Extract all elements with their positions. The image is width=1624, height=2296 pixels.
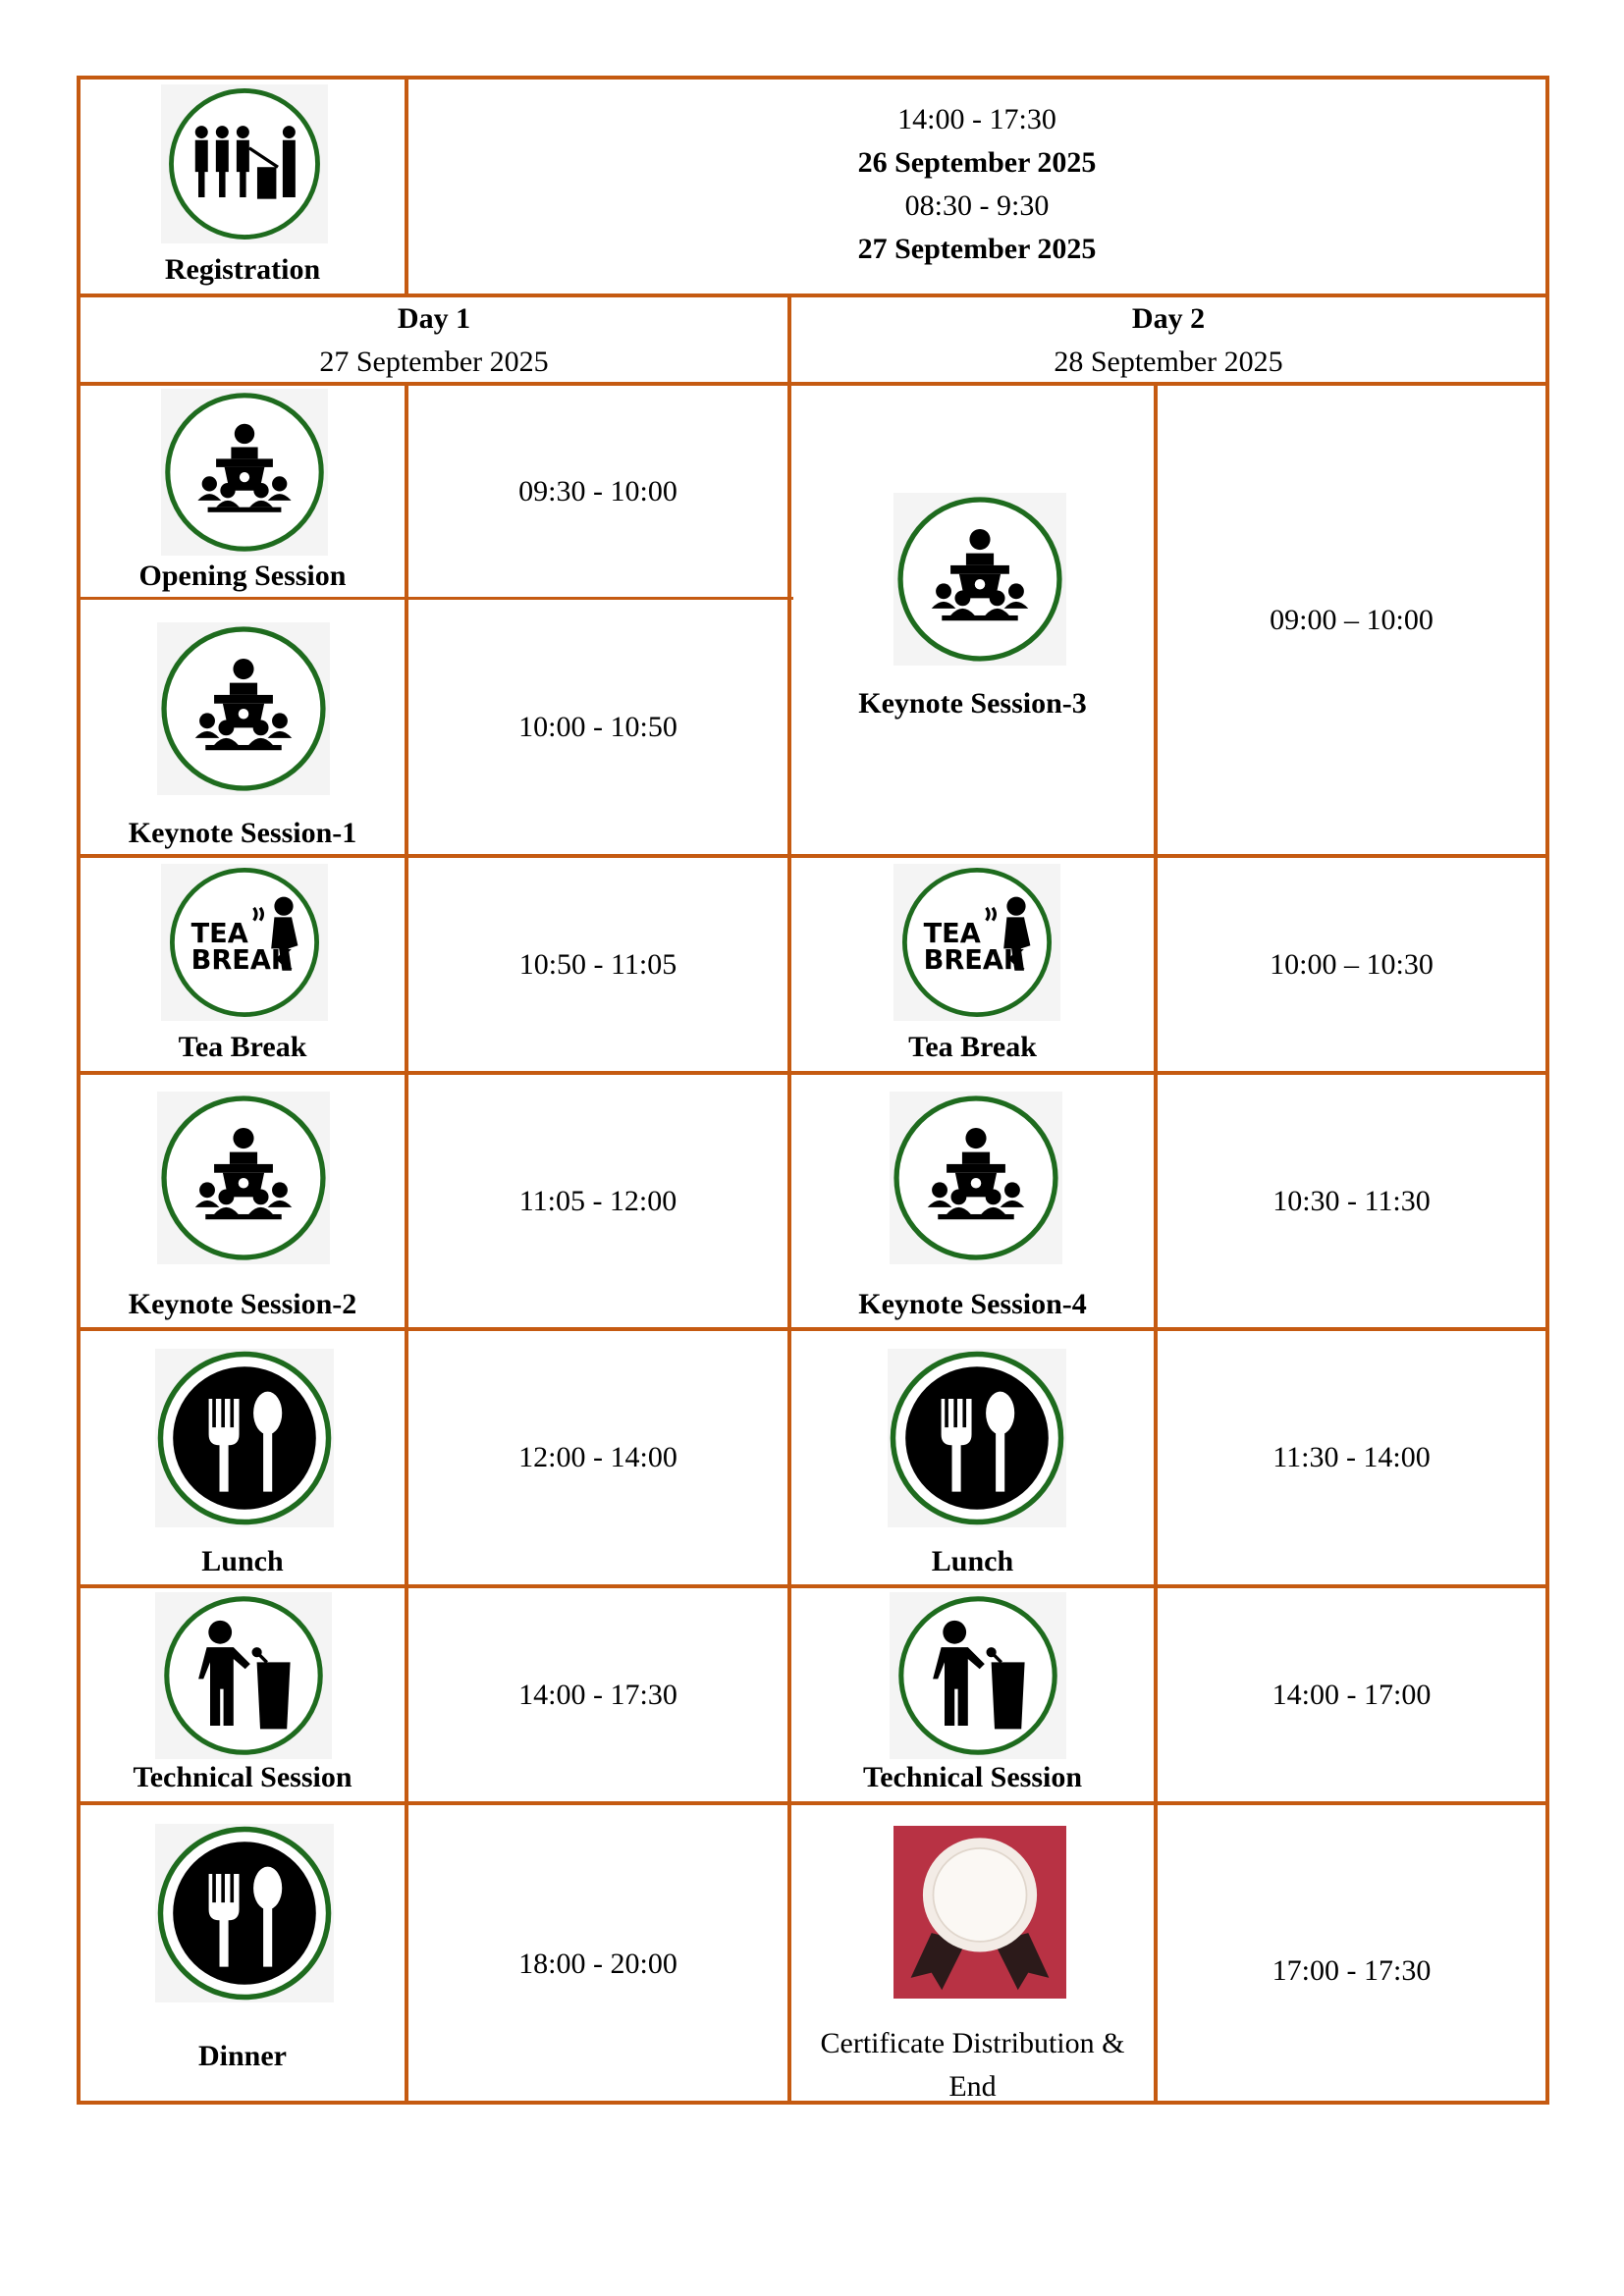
fork-spoon-icon	[155, 1824, 334, 2002]
day1-header	[81, 297, 787, 384]
registration-label: Registration	[164, 253, 321, 286]
speaker-podium-icon	[890, 1092, 1062, 1264]
day2-date: 28 September 2025	[1054, 346, 1283, 378]
registration-times	[408, 98, 1545, 271]
day2-time-keynote3: 09:00 – 10:00	[1270, 603, 1434, 636]
certificate-label-line-2: End	[948, 2070, 997, 2103]
day2-label-lunch: Lunch	[931, 1545, 1014, 1577]
day2-time-technical: 14:00 - 17:00	[1272, 1678, 1432, 1711]
day1-time-keynote2: 11:05 - 12:00	[518, 1184, 677, 1217]
registration-date-2: 27 September 2025	[857, 233, 1097, 265]
fork-spoon-icon	[155, 1349, 334, 1527]
day1-time-technical: 14:00 - 17:30	[518, 1678, 677, 1711]
fork-spoon-icon	[888, 1349, 1066, 1527]
registration-icon	[161, 84, 328, 243]
day1-title: Day 1	[397, 302, 471, 335]
speaker-podium-icon	[157, 1092, 330, 1264]
day2-label-certificate	[791, 2022, 1154, 2109]
certificate-ribbon-icon	[893, 1826, 1066, 1999]
day1-label-keynote1: Keynote Session-1	[128, 817, 357, 849]
tea-break-icon	[893, 864, 1060, 1021]
day2-time-lunch: 11:30 - 14:00	[1272, 1441, 1431, 1473]
day2-label-keynote3: Keynote Session-3	[858, 687, 1087, 720]
registration-time-2: 08:30 - 9:30	[904, 189, 1050, 222]
speaker-podium-icon	[161, 389, 328, 556]
day1-date: 27 September 2025	[319, 346, 549, 378]
day2-time-tea: 10:00 – 10:30	[1270, 947, 1434, 981]
day1-time-opening: 09:30 - 10:00	[518, 475, 677, 507]
certificate-label-line-1: Certificate Distribution &	[820, 2027, 1125, 2059]
day1-time-tea: 10:50 - 11:05	[518, 947, 677, 981]
day1-time-keynote1: 10:00 - 10:50	[518, 710, 677, 743]
registration-time-1: 14:00 - 17:30	[897, 103, 1056, 135]
day1-label-tea: Tea Break	[178, 1031, 307, 1063]
day1-label-technical: Technical Session	[133, 1761, 352, 1793]
day2-label-keynote4: Keynote Session-4	[858, 1288, 1087, 1320]
day2-label-technical: Technical Session	[862, 1761, 1083, 1793]
day1-label-dinner: Dinner	[198, 2040, 287, 2072]
day2-time-certificate: 17:00 - 17:30	[1272, 1954, 1432, 1987]
speaker-podium-icon	[893, 493, 1066, 666]
day2-title: Day 2	[1131, 302, 1206, 335]
day1-label-lunch: Lunch	[201, 1545, 284, 1577]
day2-header	[791, 297, 1545, 384]
registration-date-1: 26 September 2025	[857, 146, 1097, 179]
day2-label-tea: Tea Break	[908, 1031, 1037, 1063]
presenter-lectern-icon	[155, 1592, 332, 1759]
speaker-podium-icon	[157, 622, 330, 795]
day1-time-lunch: 12:00 - 14:00	[518, 1441, 677, 1473]
day1-time-dinner: 18:00 - 20:00	[518, 1948, 677, 1980]
tea-break-icon	[161, 864, 328, 1021]
day1-label-opening: Opening Session	[138, 560, 347, 592]
day2-time-keynote4: 10:30 - 11:30	[1272, 1184, 1431, 1217]
day1-label-keynote2: Keynote Session-2	[128, 1288, 357, 1320]
presenter-lectern-icon	[890, 1592, 1066, 1759]
